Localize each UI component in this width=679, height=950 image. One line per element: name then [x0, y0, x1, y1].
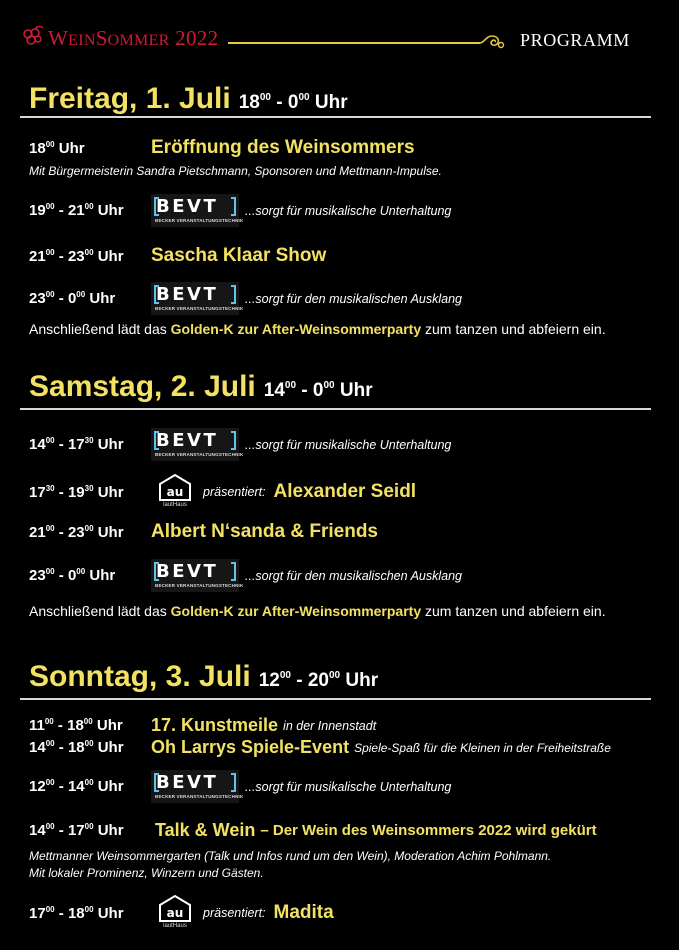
day-time: $18^{00} - 0^{00}$ Uhr	[238, 92, 348, 113]
bevt-logo-icon: BEVT BECKER VERANSTALTUNGSTECHNIK	[151, 559, 239, 592]
program-row	[29, 820, 597, 841]
after-party-note: Anschließend lädt das Golden-K zur After-Weinsommerparty zum tanzen und abfeiern ein.	[29, 321, 606, 337]
program-row	[29, 559, 462, 592]
program-row	[29, 194, 451, 227]
event-note: ...sorgt für den musikalischen Ausklang	[245, 568, 463, 583]
lauthaus-logo-icon: au lautHaus	[155, 893, 195, 933]
event-subtitle: Mit lokaler Prominenz, Winzern und Gästen.	[29, 866, 264, 880]
bevt-logo-icon: BEVT BECKER VERANSTALTUNGSTECHNIK	[151, 770, 239, 803]
time-range: $18^{00}$ Uhr	[29, 139, 85, 157]
time-range: $14^{00} - 17^{30}$ Uhr	[29, 436, 124, 453]
swirl-ornament-icon	[478, 30, 508, 52]
day-divider	[20, 116, 651, 118]
header-divider	[228, 42, 480, 44]
time-range: $23^{00} - 0^{00}$ Uhr	[29, 290, 116, 307]
day-heading-sunday: Sonntag, 3. Juli $12^{00} - 20^{00}$ Uhr	[29, 660, 379, 693]
event-note: in der Innenstadt	[283, 718, 377, 733]
page-header	[0, 0, 679, 70]
presents-label: präsentiert:	[203, 906, 266, 920]
day-time: $12^{00} - 20^{00}$ Uhr	[258, 670, 379, 691]
day-heading-saturday: Samstag, 2. Juli $14^{00} - 0^{00}$ Uhr	[29, 370, 373, 403]
event-title: Albert N‘sanda & Friends	[151, 521, 378, 542]
program-row	[29, 282, 462, 315]
event-title: Oh Larrys Spiele-Event	[151, 737, 350, 757]
event-title: 17. Kunstmeile	[151, 715, 279, 735]
grapes-logo-icon	[22, 25, 46, 49]
event-note: ...sorgt für den musikalischen Ausklang	[245, 291, 463, 306]
bevt-logo-icon: BEVT BECKER VERANSTALTUNGSTECHNIK	[151, 282, 239, 315]
event-title: Sascha Klaar Show	[151, 245, 327, 266]
event-title: Eröffnung des Weinsommers	[151, 137, 415, 158]
event-title: Talk & Wein	[155, 820, 256, 840]
bevt-logo-icon: BEVT BECKER VERANSTALTUNGSTECHNIK	[151, 428, 239, 461]
event-subtitle: Mettmanner Weinsommergarten (Talk und Infos rund um den Wein), Moderation Achim Pohlmann.	[29, 849, 552, 863]
day-divider	[20, 698, 651, 700]
time-range: $14^{00} - 17^{00}$ Uhr	[29, 822, 124, 839]
event-note: ...sorgt für musikalische Unterhaltung	[245, 779, 452, 794]
time-range: $14^{00} - 18^{00}$ Uhr	[29, 739, 124, 756]
presents-label: präsentiert:	[203, 485, 266, 499]
bevt-logo-icon: BEVT BECKER VERANSTALTUNGSTECHNIK	[151, 194, 239, 227]
program-row	[29, 428, 451, 461]
program-row	[29, 137, 415, 159]
svg-text:au: au	[166, 485, 184, 499]
program-row	[29, 737, 611, 758]
event-note: ...sorgt für musikalische Unterhaltung	[245, 203, 452, 218]
time-range: $21^{00} - 23^{00}$ Uhr	[29, 523, 124, 541]
time-range: $12^{00} - 14^{00}$ Uhr	[29, 778, 124, 795]
event-note: ...sorgt für musikalische Unterhaltung	[245, 437, 452, 452]
brand-title: WEINSOMMER 2022	[48, 26, 219, 50]
time-range: $19^{00} - 21^{00}$ Uhr	[29, 202, 124, 219]
program-row	[29, 715, 376, 736]
program-row	[29, 770, 451, 803]
time-range: $11^{00} - 18^{00}$ Uhr	[29, 717, 123, 734]
program-row	[29, 521, 378, 543]
program-row	[29, 472, 416, 512]
event-subtitle: Mit Bürgermeisterin Sandra Pietschmann, Sponsoren und Mettmann-Impulse.	[29, 164, 442, 178]
svg-text:au: au	[166, 906, 184, 920]
time-range: $17^{00} - 18^{00}$ Uhr	[29, 904, 124, 922]
day-time: $14^{00} - 0^{00}$ Uhr	[263, 380, 373, 401]
program-row	[29, 245, 326, 267]
lauthaus-logo-icon: au lautHaus	[155, 472, 195, 512]
day-heading-friday: Freitag, 1. Juli $18^{00} - 0^{00}$ Uhr	[29, 82, 348, 115]
program-row	[29, 893, 334, 933]
event-extra: – Der Wein des Weinsommers 2022 wird gekürt	[260, 822, 597, 839]
section-label: PROGRAMM	[520, 30, 630, 50]
day-divider	[20, 408, 651, 410]
after-party-note: Anschließend lädt das Golden-K zur After-Weinsommerparty zum tanzen und abfeiern ein.	[29, 603, 606, 619]
event-title: Alexander Seidl	[273, 481, 417, 502]
event-note: Spiele-Spaß für die Kleinen in der Freiheitstraße	[354, 740, 611, 755]
event-title: Madita	[273, 902, 334, 923]
time-range: $21^{00} - 23^{00}$ Uhr	[29, 247, 124, 265]
time-range: $17^{30} - 19^{30}$ Uhr	[29, 483, 124, 501]
time-range: $23^{00} - 0^{00}$ Uhr	[29, 567, 116, 584]
